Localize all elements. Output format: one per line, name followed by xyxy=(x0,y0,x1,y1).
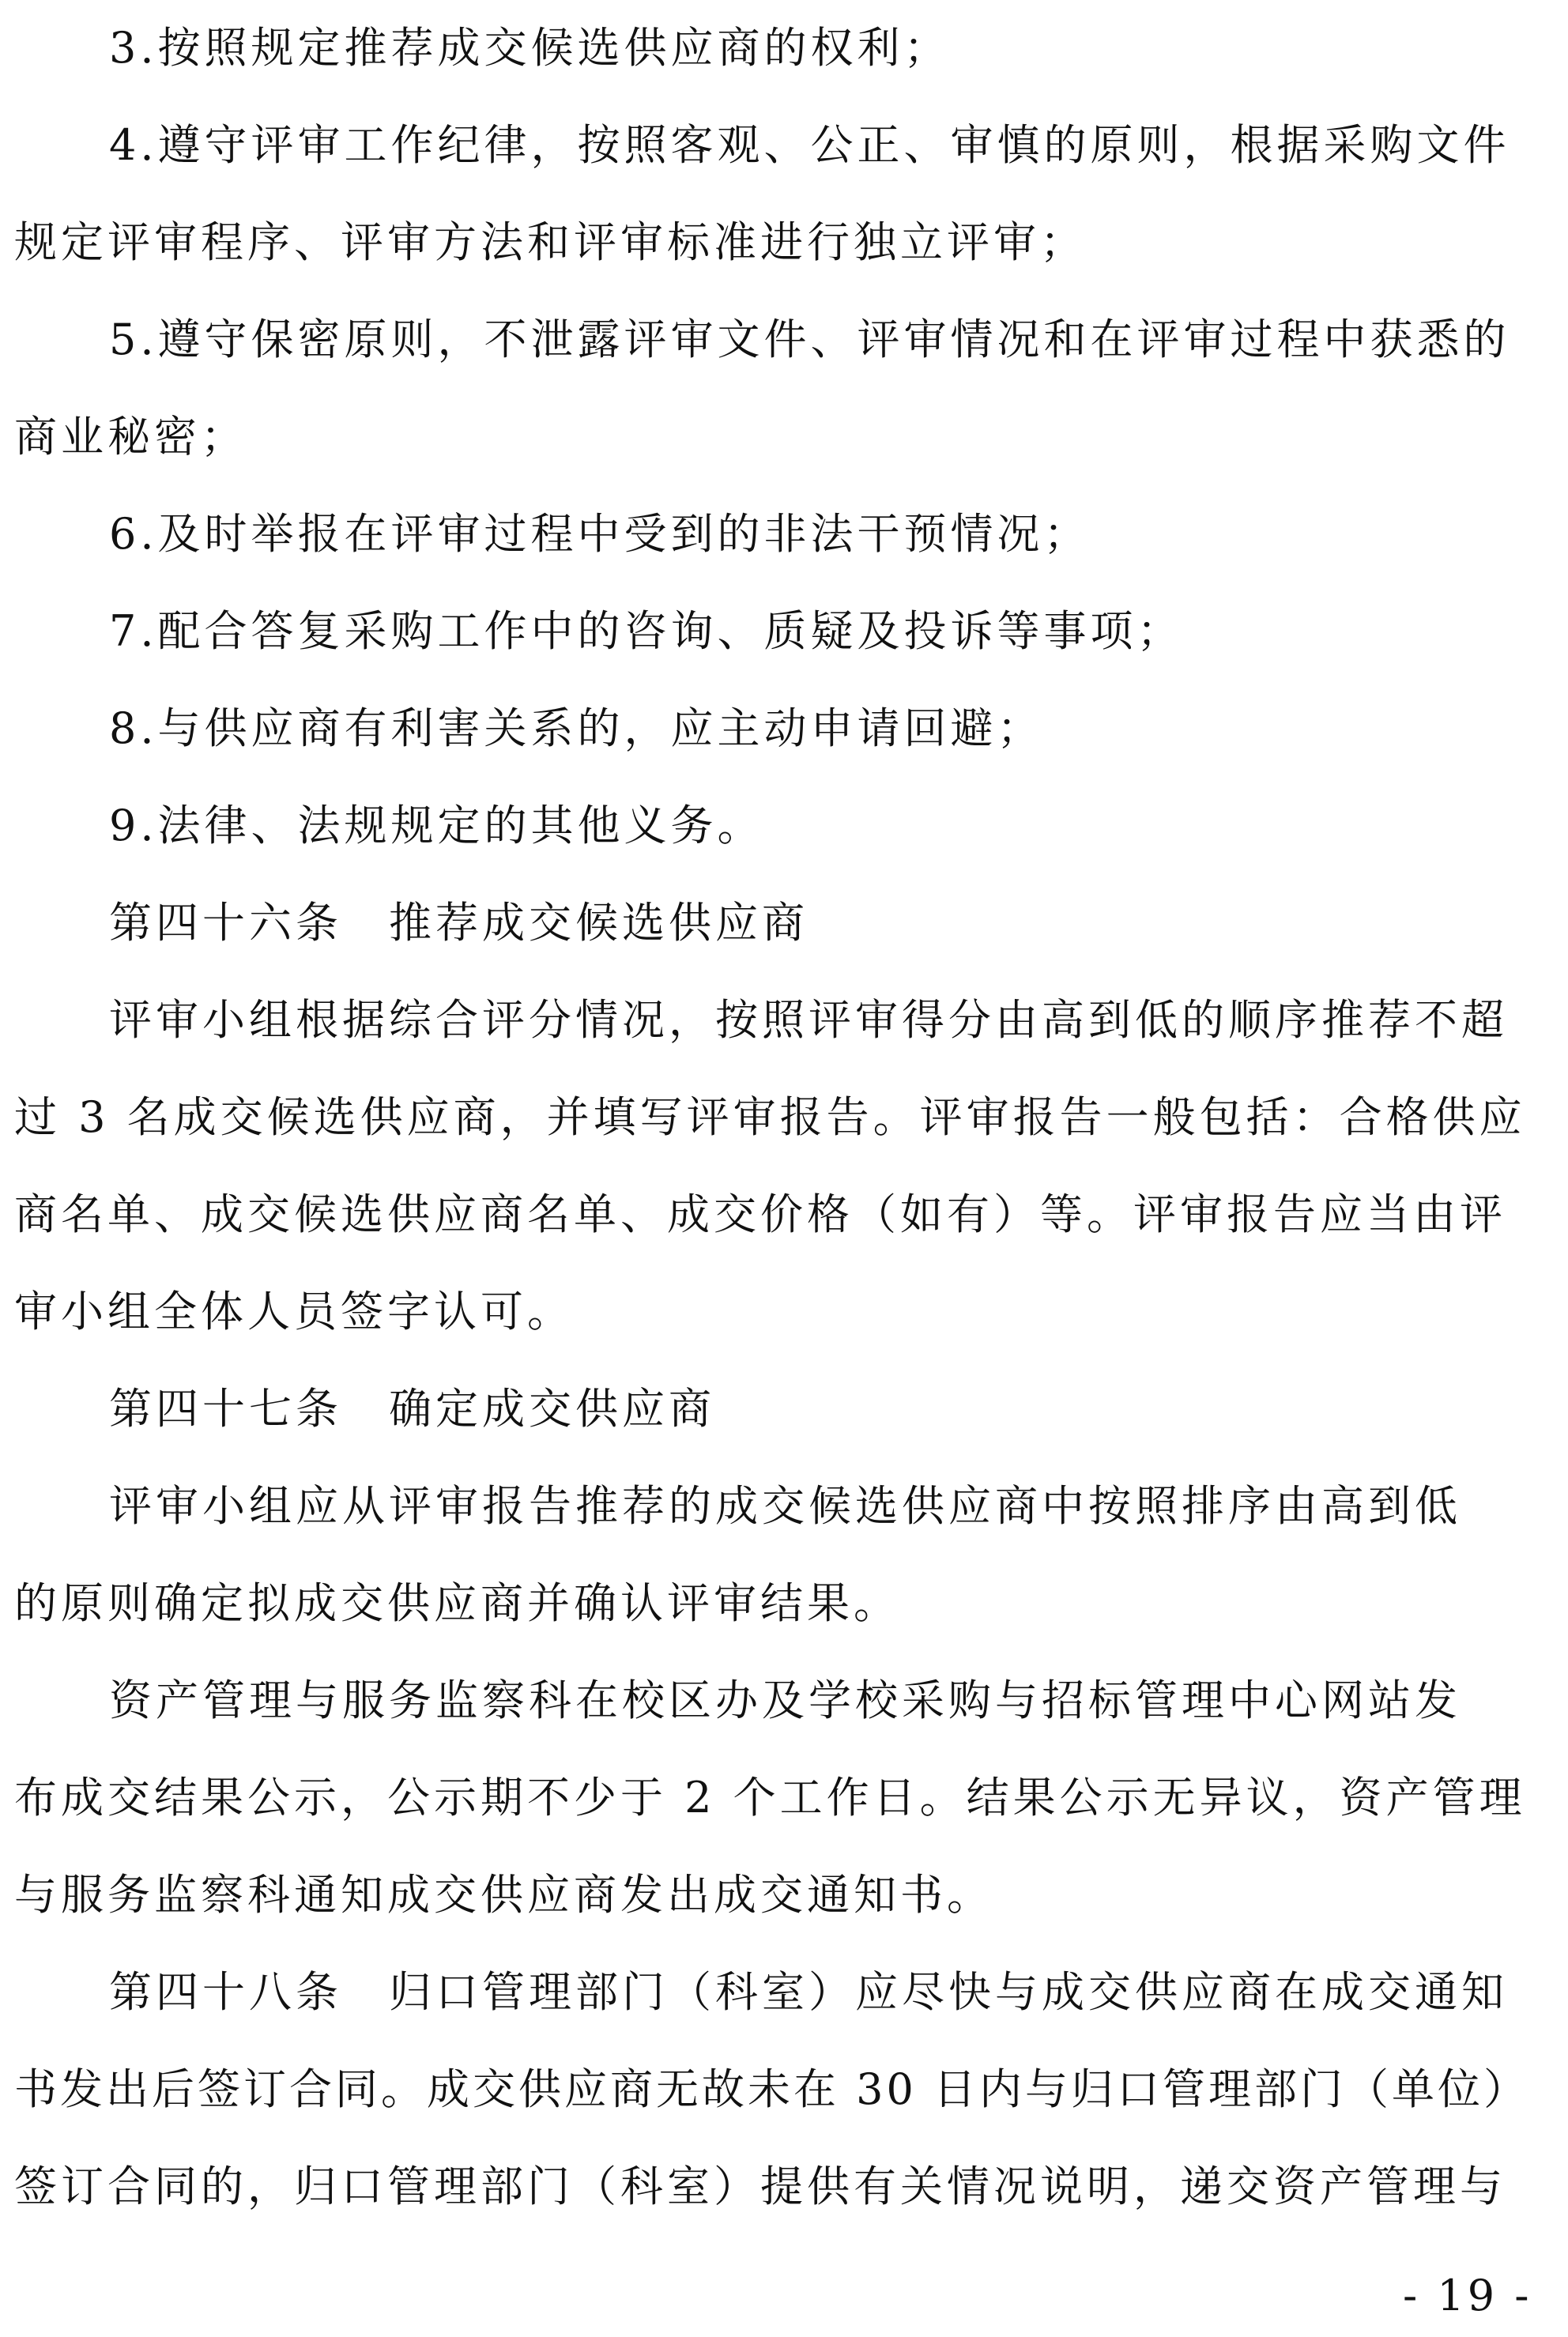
text-line: 评审小组应从评审报告推荐的成交候选供应商中按照排序由高到低 xyxy=(109,1481,1461,1531)
text-line: 的原则确定拟成交供应商并确认评审结果。 xyxy=(14,1578,900,1628)
text-line: 规定评审程序、评审方法和评审标准进行独立评审； xyxy=(14,217,1087,267)
text-line: 审小组全体人员签字认可。 xyxy=(14,1287,574,1336)
page-number: - 19 - xyxy=(1403,2271,1532,2320)
text-line: 3.按照规定推荐成交候选供应商的权利； xyxy=(109,23,951,73)
text-line: 商名单、成交候选供应商名单、成交价格（如有）等。评审报告应当由评 xyxy=(14,1189,1506,1239)
text-line: 商业秘密； xyxy=(14,412,247,462)
text-line: 9.法律、法规规定的其他义务。 xyxy=(109,801,764,850)
text-line: 8.与供应商有利害关系的，应主动申请回避； xyxy=(109,703,1044,753)
text-line: 布成交结果公示，公示期不少于 2 个工作日。结果公示无异议，资产管理 xyxy=(14,1773,1526,1822)
text-line: 6.及时举报在评审过程中受到的非法干预情况； xyxy=(109,509,1091,559)
text-line: 7.配合答复采购工作中的咨询、质疑及投诉等事项； xyxy=(109,606,1184,656)
text-line: 书发出后签订合同。成交供应商无故未在 30 日内与归口管理部门（单位） xyxy=(14,2064,1530,2114)
text-line: 资产管理与服务监察科在校区办及学校采购与招标管理中心网站发 xyxy=(109,1675,1461,1725)
text-line: 4.遵守评审工作纪律，按照客观、公正、审慎的原则，根据采购文件 xyxy=(109,120,1510,170)
text-line: 与服务监察科通知成交供应商发出成交通知书。 xyxy=(14,1870,993,1920)
article-heading: 第四十七条 确定成交供应商 xyxy=(109,1384,715,1434)
text-line: 评审小组根据综合评分情况，按照评审得分由高到低的顺序推荐不超 xyxy=(109,995,1508,1045)
text-line: 过 3 名成交候选供应商，并填写评审报告。评审报告一般包括：合格供应 xyxy=(14,1092,1526,1142)
text-line: 5.遵守保密原则，不泄露评审文件、评审情况和在评审过程中获悉的 xyxy=(109,315,1510,364)
article-heading: 第四十八条 归口管理部门（科室）应尽快与成交供应商在成交通知 xyxy=(109,1967,1508,2017)
text-line: 签订合同的，归口管理部门（科室）提供有关情况说明，递交资产管理与 xyxy=(14,2162,1506,2211)
article-heading: 第四十六条 推荐成交候选供应商 xyxy=(109,898,808,948)
document-body xyxy=(14,11,1554,2247)
